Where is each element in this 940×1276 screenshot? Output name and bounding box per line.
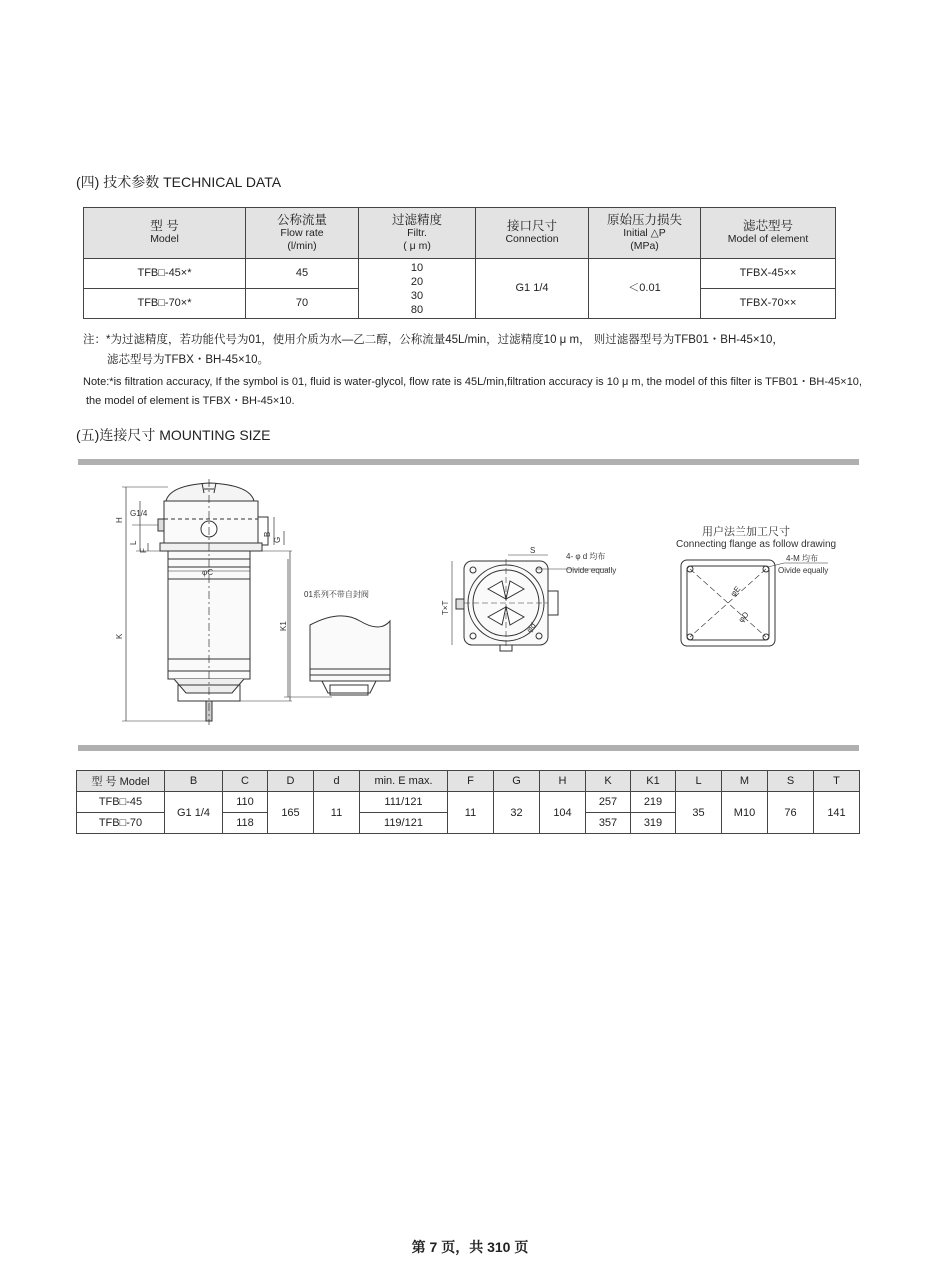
note-zh-line2: 滤芯型号为TFBX・BH-45×10。 <box>107 354 269 366</box>
header-cell: H <box>540 771 586 792</box>
header-cell: L <box>676 771 722 792</box>
label-g: G <box>273 536 282 543</box>
header-cell: D <box>268 771 314 792</box>
header-cell: G <box>494 771 540 792</box>
cell-flow: 45 <box>246 259 359 289</box>
cell-e: 119/121 <box>360 813 448 834</box>
cell-k1: 319 <box>631 813 676 834</box>
label-h: H <box>115 517 124 523</box>
cell-model: TFB□-45 <box>77 792 165 813</box>
cell-element: TFBX-45×× <box>701 259 836 289</box>
label-series01: 01系列不带自封阀 <box>304 590 369 599</box>
header-cell: T <box>814 771 860 792</box>
cell-model: TFB□-70×* <box>84 289 246 319</box>
header-cell: K1 <box>631 771 676 792</box>
header-cell: K <box>586 771 631 792</box>
header-cell: 型 号 Model <box>77 771 165 792</box>
label-g14: G1/4 <box>130 509 148 518</box>
cell-model: TFB□-45×* <box>84 259 246 289</box>
label-b: B <box>263 531 272 537</box>
cell-g: 32 <box>494 792 540 834</box>
label-holes: 4- φ d 均布 <box>566 552 606 561</box>
mounting-drawing-panel <box>78 459 859 751</box>
cell-c: 110 <box>223 792 268 813</box>
cell-s: 76 <box>768 792 814 834</box>
cell-filtr: 10 20 30 80 <box>359 259 476 319</box>
label-s: S <box>530 546 536 555</box>
note-zh-line1: 注：*为过滤精度，若功能代号为01，使用介质为水—乙二醇，公称流量45L/min，过滤精度10 μ m， 则过滤器型号为TFB01・BH-45×10， <box>83 334 784 346</box>
technical-data-table <box>83 207 836 319</box>
header-cell: F <box>448 771 494 792</box>
header-cell-connection: 接口尺寸 Connection <box>476 208 589 259</box>
cell-k: 357 <box>586 813 631 834</box>
table-header-row <box>77 771 860 792</box>
cell-d-lower: 11 <box>314 792 360 834</box>
cell-flow: 70 <box>246 289 359 319</box>
header-cell-model: 型 号 Model <box>84 208 246 259</box>
label-k1: K1 <box>279 621 288 631</box>
cell-l: 35 <box>676 792 722 834</box>
header-cell: d <box>314 771 360 792</box>
cell-k1: 219 <box>631 792 676 813</box>
header-cell-filtr: 过滤精度 Filtr. ( μ m) <box>359 208 476 259</box>
table-row <box>77 792 860 813</box>
cell-e: 111/121 <box>360 792 448 813</box>
section-title-technical-data: (四) 技术参数 TECHNICAL DATA <box>76 174 282 190</box>
cell-c: 118 <box>223 813 268 834</box>
cell-pressure: ＜0.01 <box>589 259 701 319</box>
label-l: L <box>129 540 138 545</box>
label-phid: φD <box>736 610 751 625</box>
label-flange-zh: 用户法兰加工尺寸 <box>702 526 790 538</box>
section-title-mounting-size: (五)连接尺寸 MOUNTING SIZE <box>76 427 271 443</box>
label-flange-en: Connecting flange as follow drawing <box>676 539 837 550</box>
series01-view <box>284 559 390 697</box>
header-cell-element: 滤芯型号 Model of element <box>701 208 836 259</box>
cell-element: TFBX-70×× <box>701 289 836 319</box>
cell-b: G1 1/4 <box>165 792 223 834</box>
table-row <box>84 259 836 289</box>
header-cell: B <box>165 771 223 792</box>
header-cell: C <box>223 771 268 792</box>
header-cell: M <box>722 771 768 792</box>
label-divide1: Oivide equally <box>566 566 617 575</box>
label-phid-small: φd <box>524 621 538 635</box>
cell-t: 141 <box>814 792 860 834</box>
cell-k: 257 <box>586 792 631 813</box>
header-cell: S <box>768 771 814 792</box>
cell-m: M10 <box>722 792 768 834</box>
label-k: K <box>115 633 124 639</box>
label-f: F <box>139 548 148 553</box>
label-txt: T×T <box>441 600 450 615</box>
label-phic: φC <box>202 568 213 577</box>
note-en-line1: Note:*is filtration accuracy, If the symbol is 01, fluid is water-glycol, flow rate is 45L/min,filtration accuracy is 10 μ m, the model of this filter is TFB01・BH-45×10, <box>83 376 862 388</box>
header-cell: min. E max. <box>360 771 448 792</box>
label-phie: φE <box>728 584 743 599</box>
cell-model: TFB□-70 <box>77 813 165 834</box>
cell-h: 104 <box>540 792 586 834</box>
mounting-size-table <box>76 770 860 834</box>
cell-d-upper: 165 <box>268 792 314 834</box>
label-divide2: Oivide equally <box>778 566 829 575</box>
note-en-line2: the model of element is TFBX・BH-45×10. <box>86 395 295 407</box>
cell-connection: G1 1/4 <box>476 259 589 319</box>
header-cell-flow: 公称流量 Flow rate (l/min) <box>246 208 359 259</box>
filter-side-view <box>122 479 292 725</box>
page-footer: 第 7 页，共 310 页 <box>411 1239 529 1255</box>
technical-drawing <box>78 459 859 751</box>
cell-f: 11 <box>448 792 494 834</box>
table-header-row <box>84 208 836 259</box>
header-cell-pressure: 原始压力损失 Initial △P (MPa) <box>589 208 701 259</box>
label-mholes: 4-M 均布 <box>786 554 818 563</box>
